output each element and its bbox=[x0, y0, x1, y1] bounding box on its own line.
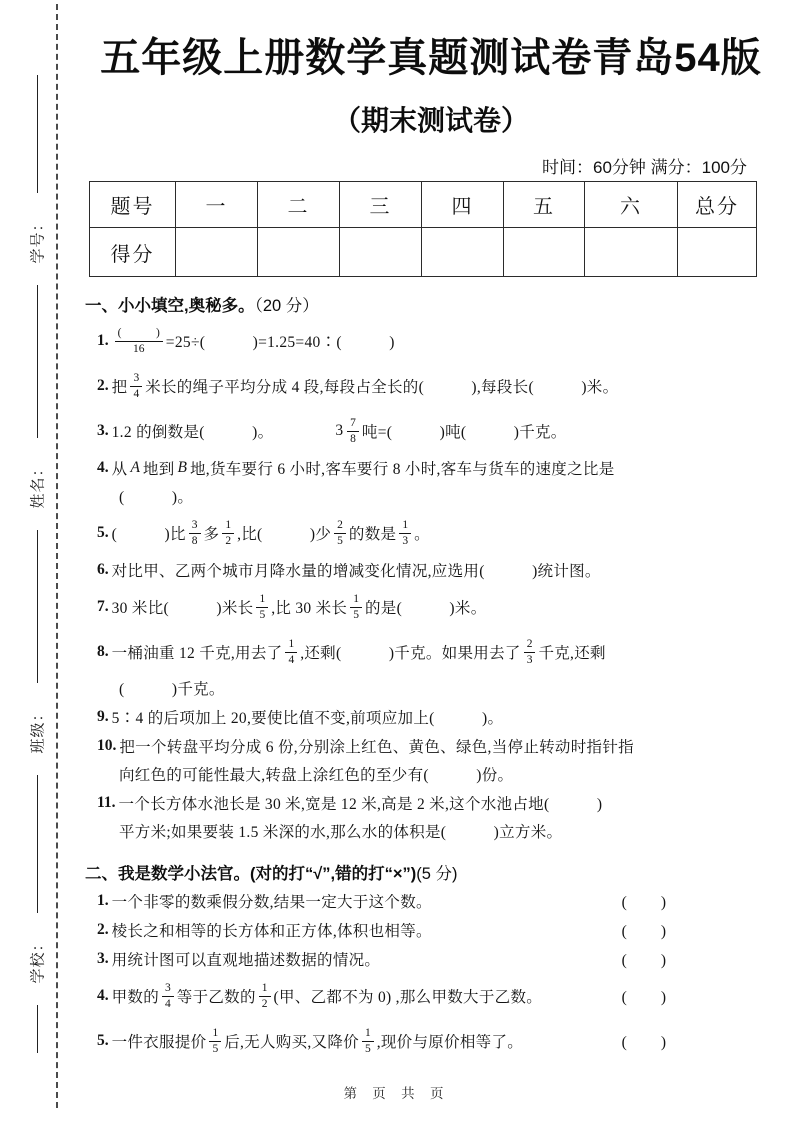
question-text: 棱长之和相等的长方体和正方体,体积也相等。 bbox=[111, 923, 432, 940]
question-text: 30 米比( )米长 bbox=[111, 600, 254, 617]
write-line bbox=[37, 285, 38, 438]
question-text: 千克,还剩 bbox=[538, 645, 606, 662]
question-body bbox=[85, 292, 777, 1063]
write-line bbox=[37, 530, 38, 683]
mixed-number bbox=[335, 414, 362, 449]
question-line bbox=[85, 974, 771, 1018]
question-number: 3. bbox=[97, 950, 109, 967]
question-number: 11. bbox=[97, 794, 116, 811]
question-list bbox=[85, 887, 771, 1063]
fraction-denominator: 3 bbox=[526, 654, 533, 666]
fraction-denominator: 2 bbox=[261, 998, 268, 1010]
score-cell bbox=[504, 228, 585, 276]
fraction-denominator: 8 bbox=[191, 535, 198, 547]
exam-meta: 时间：60分钟 满分：100分 bbox=[542, 158, 747, 177]
question-text: 等于乙数的 bbox=[176, 989, 256, 1006]
fraction bbox=[222, 518, 234, 549]
score-cell bbox=[176, 228, 258, 276]
fraction bbox=[347, 416, 359, 447]
question bbox=[85, 974, 771, 1018]
question-line bbox=[85, 945, 771, 973]
question-text: ( )比 bbox=[111, 526, 186, 543]
fraction-denominator: 4 bbox=[288, 654, 295, 666]
question-line bbox=[85, 364, 771, 408]
question bbox=[85, 319, 771, 363]
score-table-header-cell: 二 bbox=[258, 182, 340, 228]
write-line bbox=[37, 75, 38, 193]
mixed-number-whole: 3 bbox=[335, 422, 344, 439]
question-line bbox=[85, 817, 771, 845]
fraction-numerator: 2 bbox=[524, 637, 536, 653]
question-text: ,还剩( )千克。如果用去了 bbox=[300, 645, 521, 662]
fraction-denominator: 3 bbox=[402, 535, 409, 547]
math-variable: A bbox=[130, 459, 140, 476]
question-number: 9. bbox=[97, 708, 109, 725]
question-text: ,比 30 米长 bbox=[271, 600, 348, 617]
class-field bbox=[27, 683, 47, 775]
page-subtitle: （期末测试卷） bbox=[332, 105, 529, 136]
question-line bbox=[85, 319, 771, 363]
question bbox=[85, 887, 771, 915]
question bbox=[85, 1019, 771, 1063]
question-text: (甲、乙都不为 0) ,那么甲数大于乙数。 bbox=[273, 989, 543, 1006]
fraction-denominator: 5 bbox=[212, 1043, 219, 1055]
fraction-numerator: 3 bbox=[189, 518, 201, 534]
question-line bbox=[85, 511, 771, 555]
question-text: =25÷( )=1.25=40∶( ) bbox=[165, 334, 395, 351]
score-table-header-cell: 三 bbox=[340, 182, 422, 228]
fraction-denominator: 5 bbox=[259, 609, 266, 621]
question-text: 向红色的可能性最大,转盘上涂红色的至少有( )份。 bbox=[119, 767, 514, 784]
student-id-field bbox=[27, 193, 47, 285]
fraction-numerator: 1 bbox=[285, 637, 297, 653]
fraction-numerator: 1 bbox=[256, 592, 268, 608]
question-number: 1. bbox=[97, 892, 109, 909]
answer-brackets: ( ) bbox=[621, 989, 667, 1006]
question-line bbox=[85, 556, 771, 584]
question-number: 3. bbox=[97, 422, 109, 439]
score-table-header-cell: 五 bbox=[504, 182, 585, 228]
fraction-numerator: 7 bbox=[347, 416, 359, 432]
question-text: 。 bbox=[414, 526, 430, 543]
question-text: 吨=( )吨( )千克。 bbox=[361, 424, 567, 441]
question-number: 4. bbox=[97, 459, 109, 476]
question-text: 一桶油重 12 千克,用去了 bbox=[111, 645, 283, 662]
student-id-label: 学号： bbox=[30, 214, 47, 264]
question-number: 5. bbox=[97, 524, 109, 541]
question bbox=[85, 630, 771, 702]
page-title: 五年级上册数学真题测试卷青岛54版 bbox=[100, 36, 762, 80]
binding-dashed-line bbox=[56, 4, 58, 1108]
fraction-numerator: 1 bbox=[362, 1026, 374, 1042]
question-line bbox=[85, 482, 771, 510]
fraction-numerator: 1 bbox=[209, 1026, 221, 1042]
class-label: 班级： bbox=[30, 704, 47, 754]
question-line bbox=[85, 630, 771, 674]
fraction bbox=[259, 981, 271, 1012]
question bbox=[85, 454, 771, 510]
fraction-denominator: 4 bbox=[133, 388, 140, 400]
fraction bbox=[334, 518, 346, 549]
score-table-score-row bbox=[90, 228, 756, 276]
question-text: 一个非零的数乘假分数,结果一定大于这个数。 bbox=[111, 894, 432, 911]
question bbox=[85, 556, 771, 584]
page-footer: 第 页 共 页 bbox=[343, 1086, 450, 1101]
question-text: 地,货车要行 6 小时,客车要行 8 小时,客车与货车的速度之比是 bbox=[189, 461, 615, 478]
score-table-header-row bbox=[90, 182, 756, 228]
fraction-numerator: 1 bbox=[222, 518, 234, 534]
question-text: ,比( )少 bbox=[237, 526, 332, 543]
math-variable: B bbox=[177, 459, 187, 476]
section-heading-label: 一、小小填空,奥秘多。 bbox=[85, 297, 255, 315]
question-number: 10. bbox=[97, 737, 117, 754]
answer-brackets: ( ) bbox=[621, 894, 667, 911]
fraction bbox=[256, 592, 268, 623]
question-text: 的数是 bbox=[348, 526, 397, 543]
question-text: 地到 bbox=[142, 461, 175, 478]
fraction-numerator: ( ) bbox=[115, 326, 163, 342]
question-line bbox=[85, 760, 771, 788]
score-table-header-cell: 总分 bbox=[678, 182, 756, 228]
student-info-margin bbox=[27, 75, 47, 1053]
section-true-false bbox=[85, 860, 771, 1063]
section-heading bbox=[85, 292, 771, 316]
section-heading bbox=[85, 860, 771, 884]
fraction-denominator: 16 bbox=[132, 343, 145, 355]
question-line bbox=[85, 674, 771, 702]
fraction bbox=[399, 518, 411, 549]
question-line bbox=[85, 409, 771, 453]
question-list bbox=[85, 319, 771, 845]
score-cell bbox=[258, 228, 340, 276]
section-fill-blanks bbox=[85, 292, 771, 845]
question-text: 后,无人购买,又降价 bbox=[224, 1034, 359, 1051]
answer-brackets: ( ) bbox=[621, 952, 667, 969]
question-number: 8. bbox=[97, 643, 109, 660]
fraction-numerator: 3 bbox=[130, 371, 142, 387]
question-line bbox=[85, 454, 771, 482]
fraction-numerator: 1 bbox=[350, 592, 362, 608]
question-text: 5∶4 的后项加上 20,要使比值不变,前项应加上( )。 bbox=[111, 710, 504, 727]
question bbox=[85, 703, 771, 731]
question-number: 2. bbox=[97, 921, 109, 938]
section-heading-label: 二、我是数学小法官。(对的打“√”,错的打“×”) bbox=[85, 865, 417, 883]
exam-page bbox=[85, 0, 777, 1063]
name-label: 姓名： bbox=[30, 459, 47, 509]
fraction-numerator: 1 bbox=[399, 518, 411, 534]
question-number: 4. bbox=[97, 987, 109, 1004]
question-text: 米长的绳子平均分成 4 段,每段占全长的( ),每段长( )米。 bbox=[145, 379, 619, 396]
question-line bbox=[85, 732, 771, 760]
fraction-denominator: 4 bbox=[165, 998, 171, 1010]
question-text: 用统计图可以直观地描述数据的情况。 bbox=[111, 952, 381, 969]
fraction-numerator: 2 bbox=[334, 518, 346, 534]
score-cell bbox=[585, 228, 678, 276]
score-row-label: 得分 bbox=[90, 228, 176, 276]
question-line bbox=[85, 916, 771, 944]
fraction-denominator: 5 bbox=[353, 609, 359, 621]
score-cell bbox=[340, 228, 422, 276]
question-line bbox=[85, 1019, 771, 1063]
question-text: 平方米;如果要装 1.5 米深的水,那么水的体积是( )立方米。 bbox=[119, 824, 563, 841]
fraction bbox=[162, 981, 174, 1012]
section-heading-points: （20 分） bbox=[254, 297, 319, 315]
score-table-header-cell: 六 bbox=[585, 182, 678, 228]
answer-brackets: ( ) bbox=[621, 1034, 667, 1051]
write-line bbox=[37, 775, 38, 913]
fraction-denominator: 8 bbox=[350, 433, 356, 445]
question-text: 多 bbox=[203, 526, 220, 543]
question bbox=[85, 789, 771, 845]
question-line bbox=[85, 703, 771, 731]
question-text: 对比甲、乙两个城市月降水量的增减变化情况,应选用( )统计图。 bbox=[111, 563, 601, 580]
question-text: 的是( )米。 bbox=[364, 600, 487, 617]
fraction bbox=[130, 371, 142, 402]
school-field bbox=[27, 913, 47, 1005]
fraction bbox=[524, 637, 536, 668]
question-text: 把一个转盘平均分成 6 份,分别涂上红色、黄色、绿色,当停止转动时指针指 bbox=[119, 739, 634, 756]
fraction bbox=[209, 1026, 221, 1057]
question-number: 7. bbox=[97, 598, 109, 615]
question-text: ( )千克。 bbox=[119, 681, 225, 698]
question bbox=[85, 364, 771, 408]
question-number: 6. bbox=[97, 561, 109, 578]
question bbox=[85, 585, 771, 629]
write-line bbox=[37, 1005, 38, 1053]
question-text: 甲数的 bbox=[111, 989, 160, 1006]
question-number: 5. bbox=[97, 1032, 109, 1049]
name-field bbox=[27, 438, 47, 530]
question-text: 1.2 的倒数是( )。 bbox=[111, 424, 274, 441]
question bbox=[85, 916, 771, 944]
score-table-header-cell: 四 bbox=[422, 182, 504, 228]
question-line bbox=[85, 585, 771, 629]
question-text: ,现价与原价相等了。 bbox=[376, 1034, 524, 1051]
score-table-header-cell: 一 bbox=[176, 182, 258, 228]
answer-brackets: ( ) bbox=[621, 923, 667, 940]
fraction-denominator: 5 bbox=[337, 535, 343, 547]
school-label: 学校： bbox=[30, 934, 47, 984]
question-text: 从 bbox=[111, 461, 128, 478]
question-text: ( )。 bbox=[119, 489, 194, 506]
question bbox=[85, 945, 771, 973]
question bbox=[85, 732, 771, 788]
score-cell bbox=[422, 228, 504, 276]
question-line bbox=[85, 887, 771, 915]
score-cell bbox=[678, 228, 756, 276]
question-text: 一个长方体水池长是 30 米,宽是 12 米,高是 2 米,这个水池占地( ) bbox=[118, 796, 603, 813]
question-line bbox=[85, 789, 771, 817]
fraction bbox=[350, 592, 362, 623]
fraction-denominator: 5 bbox=[364, 1043, 371, 1055]
question-number: 2. bbox=[97, 377, 109, 394]
fraction bbox=[362, 1026, 374, 1057]
fraction-denominator: 2 bbox=[225, 535, 232, 547]
question bbox=[85, 409, 771, 453]
question-text: 一件衣服提价 bbox=[111, 1034, 207, 1051]
fraction-numerator: 3 bbox=[162, 981, 174, 997]
question-number: 1. bbox=[97, 332, 109, 349]
score-table bbox=[89, 181, 757, 277]
fraction bbox=[189, 518, 201, 549]
fraction-numerator: 1 bbox=[259, 981, 271, 997]
question-text: 把 bbox=[111, 379, 128, 396]
section-heading-points: (5 分) bbox=[416, 865, 458, 883]
score-table-header-cell: 题号 bbox=[90, 182, 176, 228]
fraction bbox=[115, 326, 163, 357]
question bbox=[85, 511, 771, 555]
fraction bbox=[285, 637, 297, 668]
